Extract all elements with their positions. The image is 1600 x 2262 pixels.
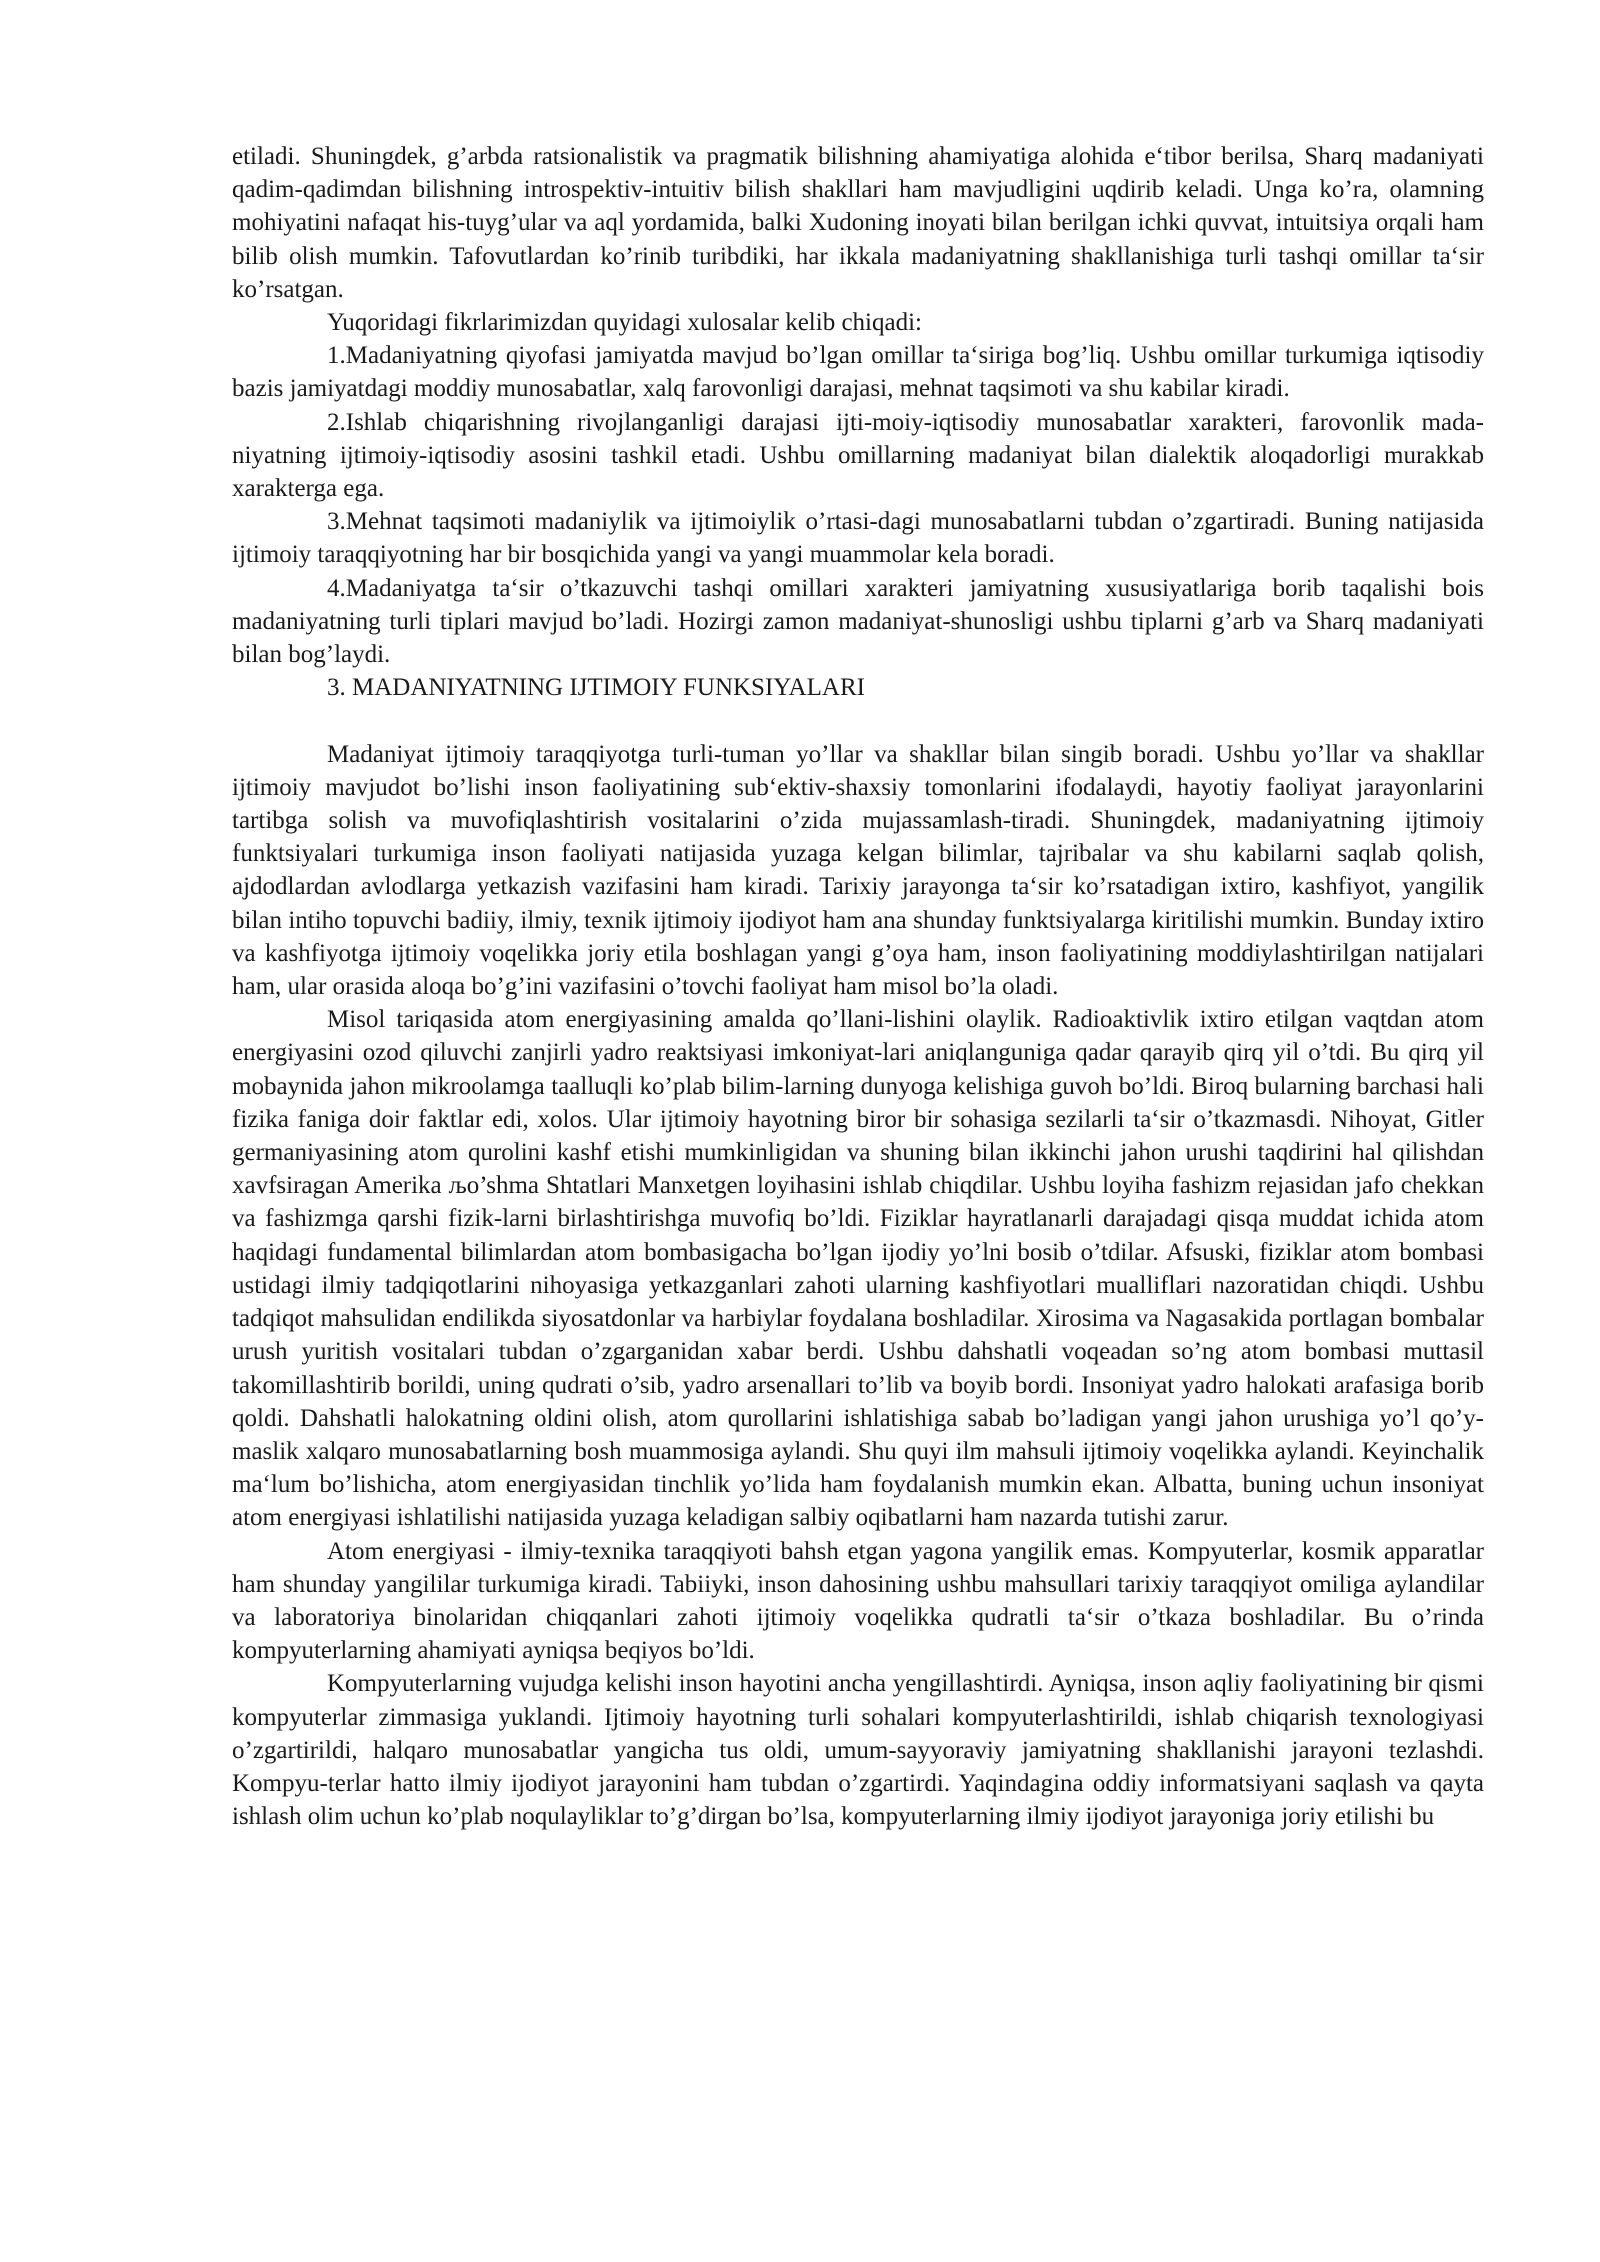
paragraph: Madaniyat ijtimoiy taraqqiyotga turli-tuman yo’llar va shakllar bilan singib boradi. Ushbu yo’llar va shakllar ijtimoiy mavjudot bo’lishi inson faoliyatining sub‘ektiv-shaxsiy tomonlarini ifodalaydi, hayotiy faoliyat jarayonlarini tartibga solish va muvofiqlashtirish vositalarini o’zida mujassamlash-tiradi. Shuningdek, madaniyatning ijtimoiy funktsiyalari turkumiga inson faoliyati natijasida yuzaga kelgan bilimlar, tajribalar va shu kabilarni saqlab qolish, ajdodlardan avlodlarga yetkazish vazifasini ham kiradi. Tarixiy jarayonga ta‘sir ko’rsatadigan ixtiro, kashfiyot, yangilik bilan intiho topuvchi badiiy, ilmiy, texnik ijtimoiy ijodiyot ham ana shunday funktsiyalarga kiritilishi mumkin. Bunday ixtiro va kashfiyotga ijtimoiy voqelikka joriy etila boshlagan yangi g’oya ham, inson faoliyatining moddiylashtirilgan natijalari ham, ular orasida aloqa bo’g’ini vazifasini o’tovchi faoliyat ham misol bo’la oladi. <box>232 740 1484 1001</box>
list-item: 4.Madaniyatga ta‘sir o’tkazuvchi tashqi omillari xarakteri jamiyatning xususiyatlariga borib taqalishi bois madaniyatning turli tiplari mavjud bo’ladi. Hozirgi zamon madaniyat-shunosligi ushbu tiplarni g’arb va Sharq madaniyati bilan bog’laydi. <box>232 574 1484 669</box>
section-heading: 3. MADANIYATNING IJTIMOIY FUNKSIYALARI <box>327 674 865 702</box>
list-item: 3.Mehnat taqsimoti madaniylik va ijtimoiylik o’rtasi-dagi munosabatlarni tubdan o’zgartiradi. Buning natijasida ijtimoiy taraqqiyotning har bir bosqichida yangi va yangi muammolar kela boradi. <box>232 508 1484 569</box>
paragraph: Misol tariqasida atom energiyasining amalda qo’llani-lishini olaylik. Radioaktivlik ixtiro etilgan vaqtdan atom energiyasini ozod qiluvchi zanjirli yadro reaktsiyasi imkoniyat-lari aniqlanguniga qadar qarayib qirq yil o’tdi. Bu qirq yil mobaynida jahon mikroolamga taalluqli ko’plab bilim-larning dunyoga kelishiga guvoh bo’ldi. Biroq bularning barchasi hali fizika faniga doir faktlar edi, xolos. Ular ijtimoiy hayotning biror bir sohasiga sezilarli ta‘sir o’tkazmasdi. Nihoyat, Gitler germaniyasining atom qurolini kashf etishi mumkinligidan va shuning bilan ikkinchi jahon urushi taqdirini hal qilishdan xavfsiragan Amerika љo’shma Shtatlari Manxetgen loyihasini ishlab chiqdilar. Ushbu loyiha fashizm rejasidan jafo chekkan va fashizmga qarshi fizik-larni birlashtirishga muvofiq bo’ldi. Fiziklar hayratlanarli darajadagi qisqa muddat ichida atom haqidagi fundamental bilimlardan atom bombasigacha bo’lgan ijodiy yo’lni bosib o’tdilar. Afsuski, fiziklar atom bombasi ustidagi ilmiy tadqiqotlarini nihoyasiga yetkazganlari zahoti ularning kashfiyotlari mualliflari nazoratidan chiqdi. Ushbu tadqiqot mahsulidan endilikda siyosatdonlar va harbiylar foydalana boshladilar. Xirosima va Nagasakida portlagan bombalar urush yuritish vositalari tubdan o’zgarganidan xabar berdi. Ushbu dahshatli voqeadan so’ng atom bombasi muttasil takomillashtirib borildi, uning qudrati o’sib, yadro arsenallari to’lib va boyib bordi. Insoniyat yadro halokati arafasiga borib qoldi. Dahshatli halokatning oldini olish, atom qurollarini ishlatishiga sabab bo’ladigan yangi jahon urushiga yo’l qo’y-maslik xalqaro munosabatlarning bosh muammosiga aylandi. Shu quyi ilm mahsuli ijtimoiy voqelikka aylandi. Keyinchalik ma‘lum bo’lishicha, atom energiyasidan tinchlik yo’lida ham foydalanish mumkin ekan. Albatta, buning uchun insoniyat atom energiyasi ishlatilishi natijasida yuzaga keladigan salbiy oqibatlarni ham nazarda tutishi zarur. <box>232 1006 1484 1532</box>
paragraph: Kompyuterlarning vujudga kelishi inson hayotini ancha yengillashtirdi. Ayniqsa, inson aqliy faoliyatining bir qismi kompyuterlar zimmasiga yuklandi. Ijtimoiy hayotning turli sohalari kompyuterlashtirildi, ishlab chiqarish texnologiyasi o’zgartirildi, halqaro munosabatlar yangicha tus oldi, umum-sayyoraviy jamiyatning shakllanishi jarayoni tezlashdi. Kompyu-terlar hatto ilmiy ijodiyot jarayonini ham tubdan o’zgartirdi. Yaqindagina oddiy informatsiyani saqlash va qayta ishlash olim uchun ko’plab noqulayliklar to’g’dirgan bo’lsa, kompyuterlarning ilmiy ijodiyot jarayoniga joriy etilishi bu <box>232 1670 1484 1831</box>
paragraph: Yuqoridagi fikrlarimizdan quyidagi xulosalar kelib chiqadi: <box>327 309 922 337</box>
paragraph: Atom energiyasi - ilmiy-texnika taraqqiyoti bahsh etgan yagona yangilik emas. Kompyuterlar, kosmik apparatlar ham shunday yangililar turkumiga kiradi. Tabiiyki, inson dahosining ushbu mahsullari tarixiy taraqqiyot omiliga aylandilar va laboratoriya binolaridan chiqqanlari zahoti ijtimoiy voqelikka qudratli ta‘sir o’tkaza boshladilar. Bu o’rinda kompyuterlarning ahamiyati ayniqsa beqiyos bo’ldi. <box>232 1537 1484 1665</box>
paragraph: etiladi. Shuningdek, g’arbda ratsionalistik va pragmatik bilishning ahamiyatiga alohida e‘tibor berilsa, Sharq madaniyati qadim-qadimdan bilishning introspektiv-intuitiv bilish shakllari ham mavjudligini uqdirib keladi. Unga ko’ra, olamning mohiyatini nafaqat his-tuyg’ular va aql yordamida, balki Xudoning inoyati bilan berilgan ichki quvvat, intuitsiya orqali ham bilib olish mumkin. Tafovutlardan ko’rinib turibdiki, har ikkala madaniyatning shakllanishiga turli tashqi omillar ta‘sir ko’rsatgan. <box>232 143 1484 303</box>
list-item: 1.Madaniyatning qiyofasi jamiyatda mavjud bo’lgan omillar ta‘siriga bog’liq. Ushbu omillar turkumiga iqtisodiy bazis jamiyatdagi moddiy munosabatlar, xalq farovonligi darajasi, mehnat taqsimoti va shu kabilar kiradi. <box>232 342 1484 403</box>
spacer <box>232 704 1484 737</box>
document-page <box>232 140 1484 1833</box>
list-item: 2.Ishlab chiqarishning rivojlanganligi darajasi ijti-moiy-iqtisodiy munosabatlar xarakteri, farovonlik mada-niyatning ijtimoiy-iqtisodiy asosini tashkil etadi. Ushbu omillarning madaniyat bilan dialektik aloqadorligi murakkab xarakterga ega. <box>232 408 1484 503</box>
